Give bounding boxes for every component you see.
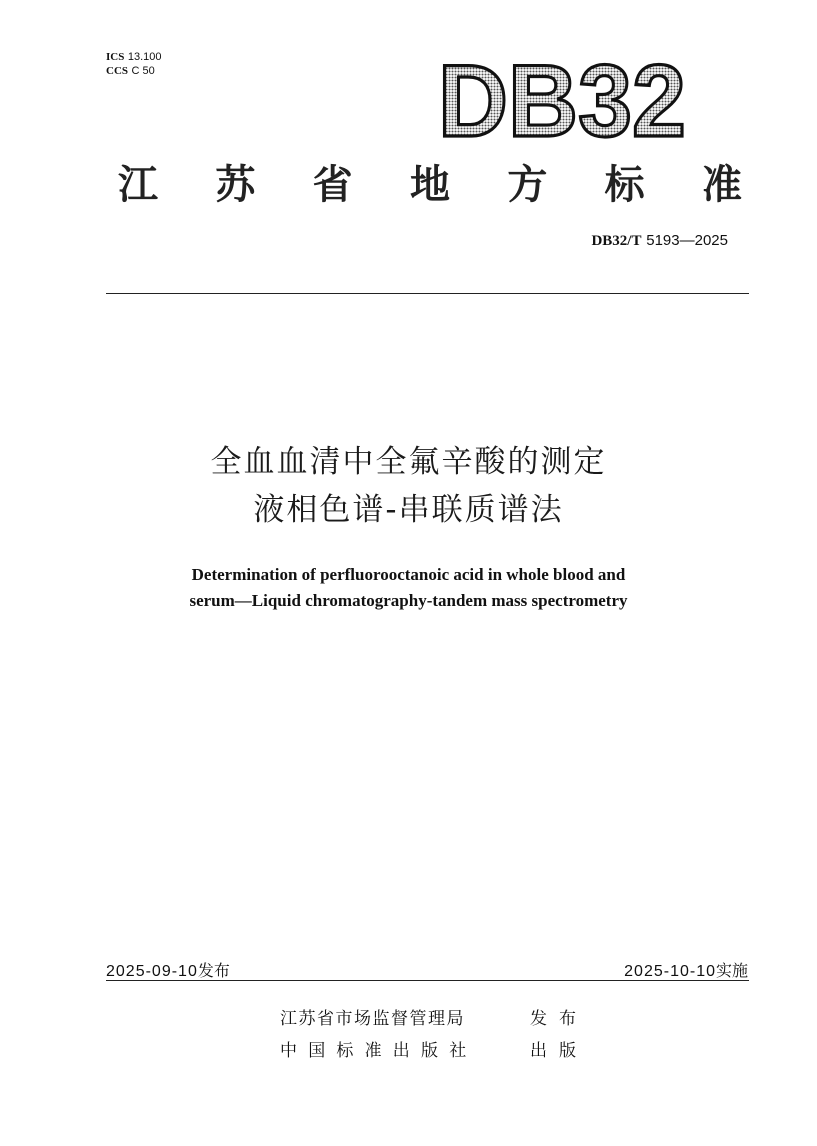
authority-title-char: 方	[507, 162, 548, 208]
db32-logo-graphic	[436, 52, 696, 148]
ics-label: ICS	[106, 51, 125, 63]
ccs-label: CCS	[106, 65, 129, 77]
english-title-line-1: Determination of perfluorooctanoic acid in whole blood and	[191, 565, 626, 584]
implement-date-label: 实施	[715, 961, 748, 980]
english-title	[0, 562, 817, 614]
ics-value: 13.100	[127, 51, 162, 63]
issue-date-label: 发布	[197, 961, 230, 980]
chinese-title	[0, 438, 817, 534]
authority-title-char: 标	[604, 162, 645, 208]
authority-title-char: 地	[409, 162, 450, 208]
issuer-role: 发布	[530, 1009, 588, 1029]
english-title-line-2: serum—Liquid chromatography-tandem mass spectrometry	[189, 591, 628, 610]
logo-text: DB32	[438, 52, 686, 148]
authority-title	[118, 161, 742, 209]
ics-code	[106, 50, 162, 64]
db32-logo	[436, 52, 696, 148]
press-name: 中国标准出版社	[280, 1041, 478, 1061]
classification-codes	[106, 50, 162, 78]
ccs-value: C 50	[131, 65, 155, 77]
chinese-title-line-1: 全血血清中全氟辛酸的测定	[210, 444, 607, 480]
issuer-name: 江苏省市场监督管理局	[280, 1009, 465, 1029]
standard-number	[591, 231, 728, 250]
issue-date	[106, 958, 230, 981]
implement-date-value: 2025-10-10	[624, 963, 716, 980]
standard-prefix: DB32/T	[591, 233, 642, 249]
authority-title-char: 苏	[215, 162, 256, 208]
chinese-title-line-2: 液相色谱-串联质谱法	[253, 492, 564, 528]
authority-title-char: 省	[312, 162, 353, 208]
implement-date	[624, 958, 748, 981]
press-role: 出版	[530, 1041, 588, 1061]
standard-code: 5193—2025	[646, 232, 728, 249]
ccs-code	[106, 64, 162, 78]
authority-title-char: 江	[118, 162, 158, 208]
top-divider	[106, 293, 749, 294]
issue-date-value: 2025-09-10	[106, 963, 198, 980]
bottom-divider	[106, 980, 749, 981]
authority-title-char: 准	[701, 162, 742, 208]
